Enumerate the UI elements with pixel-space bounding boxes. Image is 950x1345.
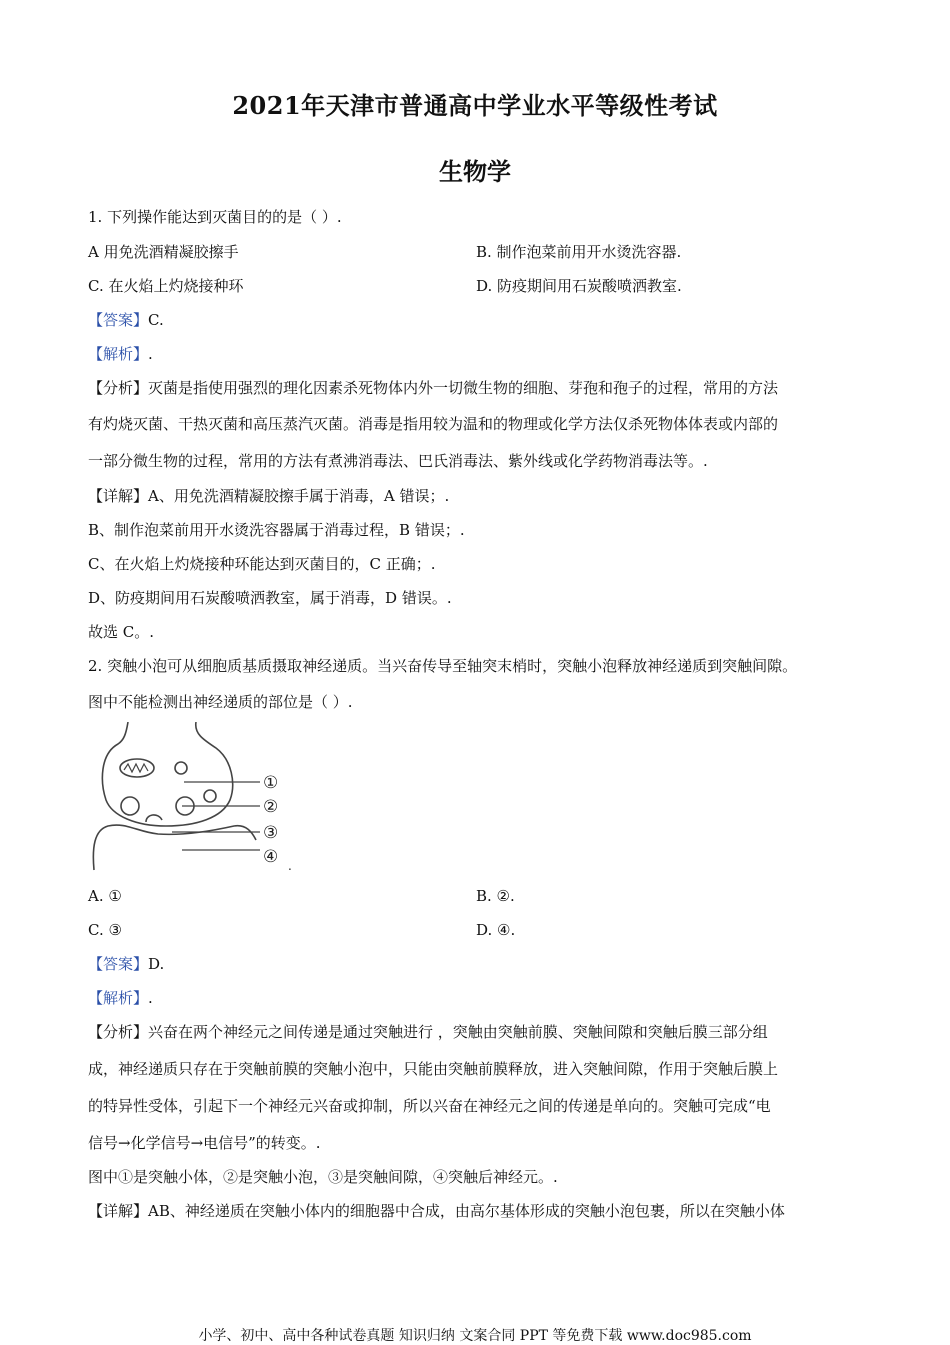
q1-detail-line: C、在火焰上灼烧接种环能达到灭菌目的，C 正确；. (88, 555, 436, 573)
detail-text: AB、神经递质在突触小体内的细胞器中合成，由高尔基体形成的突触小泡包裹，所以在突触小体 (148, 1202, 785, 1220)
diagram-label-3: ③ (263, 823, 279, 843)
q1-detail-line: D、防疫期间用石炭酸喷洒教室，属于消毒，D 错误。. (88, 589, 452, 607)
q2-stem-line: 2. 突触小泡可从细胞质基质摄取神经递质。当兴奋传导至轴突末梢时，突触小泡释放神经递质到突触间隙。 (88, 657, 798, 675)
q2-option-d: D. ④. (476, 921, 516, 939)
explain-value: . (148, 989, 153, 1007)
q1-option-d: D. 防疫期间用石炭酸喷洒教室. (476, 277, 682, 295)
q1-analysis-line (88, 378, 868, 398)
q1-stem: 1. 下列操作能达到灭菌目的的是（ ）. (88, 208, 342, 226)
exam-title: 2021年天津市普通高中学业水平等级性考试 (232, 91, 718, 120)
q1-answer (88, 310, 868, 330)
analysis-tag: 【分析】 (88, 379, 149, 397)
diagram-label-4: ④ (263, 847, 279, 867)
explain-tag: 【解析】 (88, 345, 149, 363)
synapse-diagram (86, 722, 296, 872)
detail-text: A、用免洗酒精凝胶擦手属于消毒，A 错误；. (148, 487, 450, 505)
q1-explain (88, 344, 868, 364)
diagram-label-1: ① (263, 773, 279, 793)
q2-explain (88, 988, 868, 1008)
answer-tag: 【答案】 (88, 955, 149, 973)
answer-value: D. (148, 955, 165, 973)
q1-analysis-line: 有灼烧灭菌、干热灭菌和高压蒸汽灭菌。消毒是指用较为温和的物理或化学方法仅杀死物体体表或内部的 (88, 415, 779, 433)
q2-option-c: C. ③ (88, 921, 122, 939)
q1-option-a: A 用免洗酒精凝胶擦手 (88, 243, 239, 261)
q2-stem-line: 图中不能检测出神经递质的部位是（ ）. (88, 693, 353, 711)
q1-option-c: C. 在火焰上灼烧接种环 (88, 277, 244, 295)
q1-analysis-line: 一部分微生物的过程，常用的方法有煮沸消毒法、巴氏消毒法、紫外线或化学药物消毒法等。. (88, 452, 708, 470)
detail-tag: 【详解】 (88, 487, 149, 505)
q1-detail-line: B、制作泡菜前用开水烫洗容器属于消毒过程，B 错误；. (88, 521, 465, 539)
q2-analysis-line (88, 1022, 868, 1042)
answer-value: C. (148, 311, 164, 329)
q1-detail-line (88, 486, 868, 506)
q1-detail-line: 故选 C。. (88, 623, 155, 641)
q2-option-b: B. ②. (476, 887, 515, 905)
q2-figure-note: 图中①是突触小体，②是突触小泡，③是突触间隙，④突触后神经元。. (88, 1168, 558, 1186)
q2-analysis-line: 的特异性受体，引起下一个神经元兴奋或抑制，所以兴奋在神经元之间的传递是单向的。突触可完成“电 (88, 1097, 771, 1115)
q2-option-a: A. ① (88, 887, 122, 905)
analysis-text: 灭菌是指使用强烈的理化因素杀死物体内外一切微生物的细胞、芽孢和孢子的过程，常用的方法 (148, 379, 779, 397)
q2-detail-line (88, 1201, 868, 1221)
q2-answer (88, 954, 868, 974)
diagram-label-2: ② (263, 797, 279, 817)
answer-tag: 【答案】 (88, 311, 149, 329)
q1-option-b: B. 制作泡菜前用开水烫洗容器. (476, 243, 682, 261)
analysis-text: 兴奋在两个神经元之间传递是通过突触进行 ，突触由突触前膜、突触间隙和突触后膜三部分组 (148, 1023, 768, 1041)
explain-value: . (148, 345, 153, 363)
explain-tag: 【解析】 (88, 989, 149, 1007)
q2-analysis-line: 成，神经递质只存在于突触前膜的突触小泡中，只能由突触前膜释放，进入突触间隙，作用于突触后膜上 (88, 1060, 779, 1078)
page-footer: 小学、初中、高中各种试卷真题 知识归纳 文案合同 PPT 等免费下载 www.doc985.com (198, 1328, 752, 1344)
detail-tag: 【详解】 (88, 1202, 149, 1220)
diagram-dot: . (288, 859, 292, 872)
subject-title: 生物学 (439, 157, 511, 186)
q2-analysis-line: 信号→化学信号→电信号”的转变。. (88, 1134, 321, 1152)
analysis-tag: 【分析】 (88, 1023, 149, 1041)
